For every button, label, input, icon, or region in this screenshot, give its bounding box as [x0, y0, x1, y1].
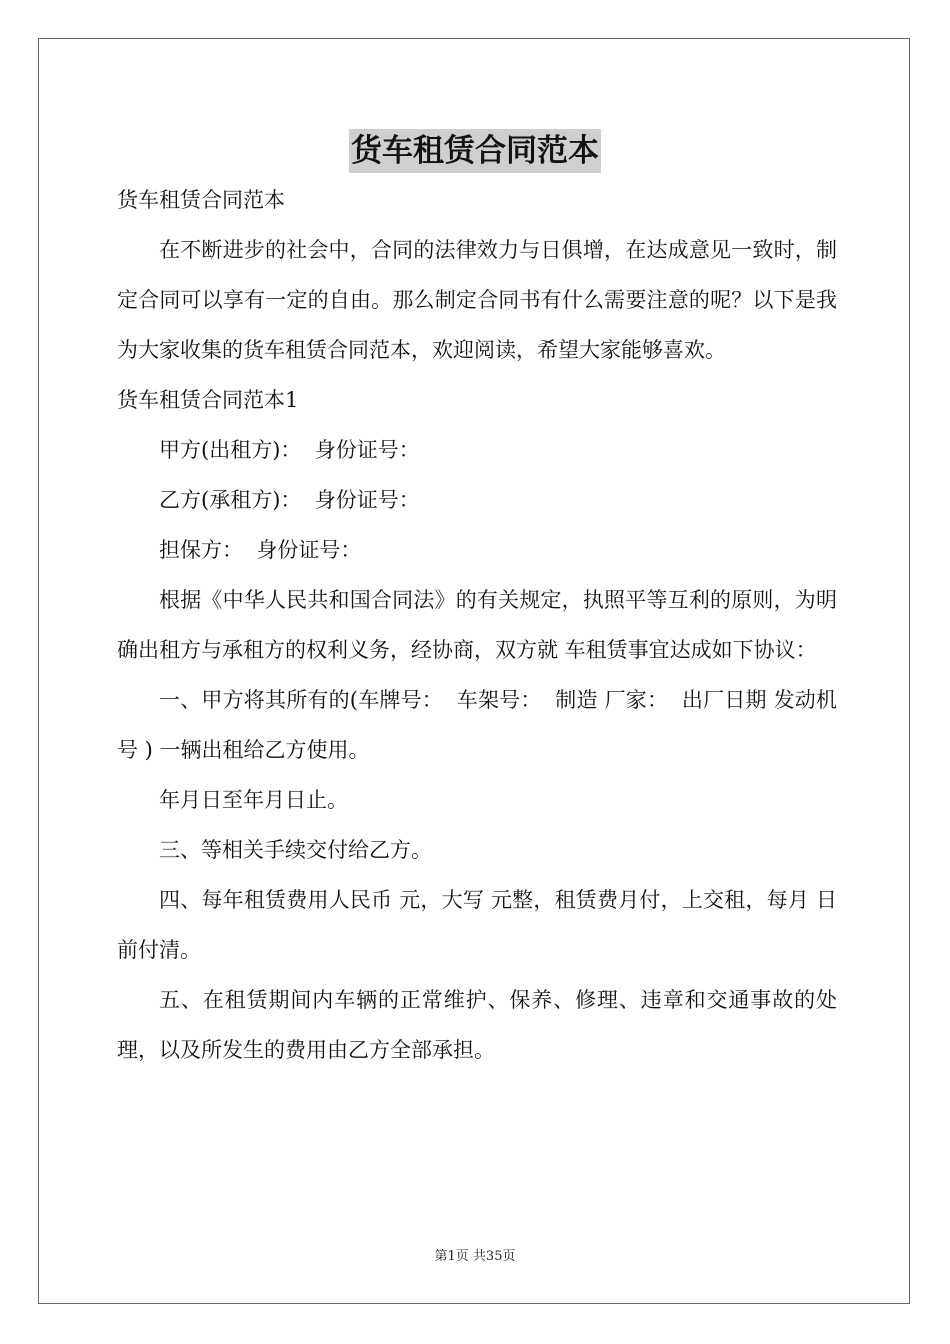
paragraph-section-heading: 货车租赁合同范本1	[117, 388, 299, 412]
page-number-label: 第1页 共35页	[434, 1249, 516, 1264]
paragraph-party-a: 甲方(出租方)： 身份证号：	[159, 438, 420, 462]
document-title	[0, 125, 950, 175]
paragraph-heading: 货车租赁合同范本	[117, 188, 285, 212]
paragraph-term: 年月日至年月日止。	[159, 788, 348, 812]
paragraph-guarantor: 担保方： 身份证号：	[159, 538, 362, 562]
paragraph-clause-5: 五、在租赁期间内车辆的正常维护、保养、修理、违章和交通事故的处理，以及所发生的费用由乙方全部承担。	[117, 988, 837, 1062]
paragraph-legal-basis: 根据《中华人民共和国合同法》的有关规定，执照平等互利的原则，为明确出租方与承租方的权利义务，经协商，双方就 车租赁事宜达成如下协议：	[117, 588, 837, 662]
paragraph-intro: 在不断进步的社会中，合同的法律效力与日俱增，在达成意见一致时，制定合同可以享有一定的自由。那么制定合同书有什么需要注意的呢？以下是我为大家收集的货车租赁合同范本，欢迎阅读，希望大家能够喜欢。	[117, 238, 837, 362]
paragraph-clause-1: 一、甲方将其所有的(车牌号： 车架号： 制造 厂家： 出厂日期 发动机号 ) 一辆出租给乙方使用。	[117, 688, 837, 762]
document-title-text: 货车租赁合同范本	[349, 129, 601, 173]
paragraph-party-b: 乙方(承租方)： 身份证号：	[159, 488, 420, 512]
document-body	[117, 175, 837, 1075]
paragraph-clause-3: 三、等相关手续交付给乙方。	[159, 838, 432, 862]
page-footer	[0, 1247, 950, 1267]
paragraph-clause-4: 四、每年租赁费用人民币 元，大写 元整，租赁费月付，上交租，每月 日前付清。	[117, 888, 837, 962]
